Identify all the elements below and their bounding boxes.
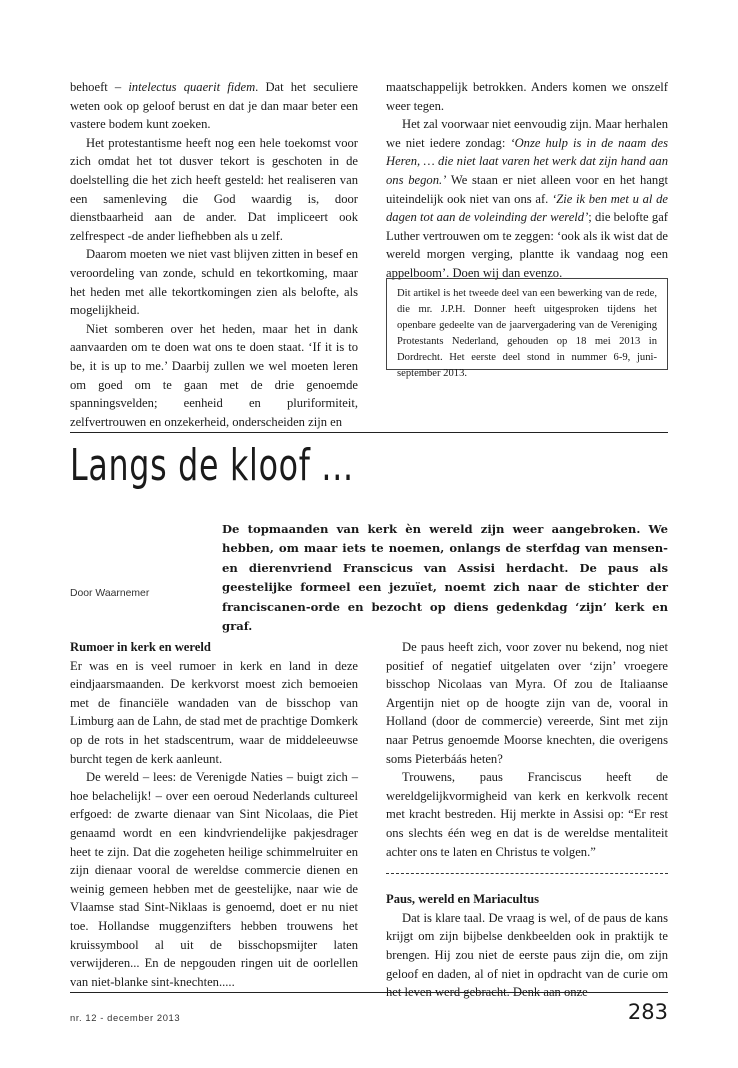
bottom-right-column (386, 638, 668, 1002)
top-right-column (386, 78, 668, 283)
paragraph: Er was en is veel rumoer in kerk en land in deze eindjaarsmaanden. De kerkvorst moest zich bemoeien met de financiële wandaden van de bisschop van Limburg aan de Lahn, de stad met de prachtige Domkerk op de rots in het stadscentrum, waar de middeleeuwse burcht tegen de kerk aanleunt. (70, 658, 358, 766)
article-title: Langs de kloof ... (70, 440, 354, 491)
paragraph: maatschappelijk betrokken. Anders komen we onszelf weer tegen. (386, 80, 668, 113)
paragraph: Dat is klare taal. De vraag is wel, of de paus de kans krijgt om zijn bijbelse denkbeelden ook in praktijk te brengen. Hij zou niet de eerste paus zijn die, om zijn geloof en daden, al of niet in opdracht van de curie om het leven werd gebracht. Denk aan onze (386, 910, 668, 1000)
note-box (386, 278, 668, 379)
italic-quote: ‘Zie ik ben met u al de dagen tot aan de voleinding der wereld’ (386, 191, 668, 225)
text-run: We staan er niet alleen voor en het hangt uiteindelijk ook niet van ons af. (386, 172, 668, 206)
issue-label: nr. 12 - december 2013 (70, 1012, 181, 1023)
text-run: Het zal voorwaar niet eenvoudig zijn. Maar herhalen we niet iedere zondag: (386, 117, 668, 150)
note-text: Dit artikel is het tweede deel van een bewerking van de rede, die mr. J.P.H. Donner heeft uitgesproken tijdens het openbare gedeelte van de jaarvergadering van de Vereniging Protestants Nederland, gehouden op 18 mei 2013 in Dordrecht. Het eerste deel stond in nummer 6-9, juni-september 2013. (397, 288, 657, 379)
byline: Door Waarnemer (70, 588, 150, 599)
dashed-divider (386, 873, 668, 874)
text-run: . Dat het seculiere weten ook op geloof berust en dat je dan maar beter een vastere bodem kunt zoeken. (70, 80, 358, 132)
paragraph: Trouwens, paus Franciscus heeft de wereldgelijkvormigheid van kerk en kerkvolk recent met kracht bestreden. Hij merkte in Assisi op: “Er rest ons slechts één weg en dat is de wereldse mentaliteit achter ons te laten en Christus te volgen.” (386, 770, 668, 859)
paragraph: De wereld – lees: de Verenigde Naties – buigt zich – hoe belachelijk! – over een oeroud Nederlands cultureel erfgoed: de zwarte dienaar van Sint Nicolaas, die Piet genaamd wordt en een kindvriendelijke pakjesdrager heet te zijn. Dat die zogeheten heilige schimmelruiter en zijn dienaar vooral de wereldse commercie dienen en weinig gemeen hebben met de geestelijke, naar wie de Vlaamse stad Sint-Niklaas is genoemd, doet er nu niet toe. Hollandse muggenzifters hebben trouwens het kruissymbool al uit de bisschopsmijter laten verwijderen... En de nepgouden ringen uit de oorlellen van niet-blanke sint-knechten..... (70, 770, 358, 989)
paragraph (70, 78, 358, 134)
paragraph (386, 115, 668, 282)
paragraph: Het protestantisme heeft nog een hele toekomst voor zich omdat het tot dusver tekort is geschoten in de doelstelling die het zich heeft gesteld: het realiseren van een samenleving die God waardig is, door dienstbaarheid aan de ander. Dat impliceert ook zelfrespect -de ander liefhebben als u zelf. (70, 135, 358, 243)
paragraph: De paus heeft zich, voor zover nu bekend, nog niet positief of negatief uitgelaten over ‘zijn’ vroegere bisschop Nicolaas van Myra. Of zou de Italiaanse Argentijn niet op de hoogte zijn van de, vooral in Holland (door de commercie) vereerde, Sint met zijn naar Petrus genoemde Moorse knechten, die overigens soms Pieterbáás heten? (386, 640, 668, 766)
text-run: behoeft – (70, 80, 129, 94)
text-run: ; die belofte gaf Luther vertrouwen om te zeggen: ‘ook als ik wist dat de wereld morgen verging, plantte ik vandaag nog een appelboom’. Doen wij dan evenzo. (386, 210, 668, 280)
article-intro (222, 520, 668, 636)
intro-text: De topmaanden van kerk èn wereld zijn weer aangebroken. We hebben, om maar iets te noemen, onlangs de sterfdag van mensen- en dierenvriend Franscicus van Assisi herdacht. De paus als geestelijke formeel een jezuïet, noemt zich naar de stichter der franciscanen-orde en bezocht op diens gedenkdag ‘zijn’ kerk en graf. (222, 522, 668, 634)
bottom-left-column (70, 638, 358, 991)
italic-text: intelectus quaerit fidem (128, 80, 256, 94)
section-heading: Rumoer in kerk en wereld (70, 640, 211, 654)
section-heading: Paus, wereld en Mariacultus (386, 892, 539, 907)
top-left-column (70, 78, 358, 431)
italic-quote: ‘Onze hulp is in de naam des Heren, … die niet laat varen het werk dat zijn hand aan ons begon.’ (386, 135, 668, 187)
paragraph: Niet somberen over het heden, maar het in dank aanvaarden om te doen wat ons te doen staat. ‘If it is to be, it is up to me.’ Daarbij zullen we wel moeten leren om goed om te gaan met de drie genoemde spanningsvelden; eenheid en pluriformiteit, zelfvertrouwen en onzekerheid, onderscheiden zijn en (70, 321, 358, 429)
section-divider (70, 432, 668, 433)
page-number: 283 (627, 1000, 668, 1024)
paragraph: Daarom moeten we niet vast blijven zitten in besef en veroordeling van zonde, schuld en tekortkoming, maar het heden met alle tekortkomingen zien als belofte, als mogelijkheid. (70, 247, 358, 318)
footer-divider (70, 992, 668, 993)
